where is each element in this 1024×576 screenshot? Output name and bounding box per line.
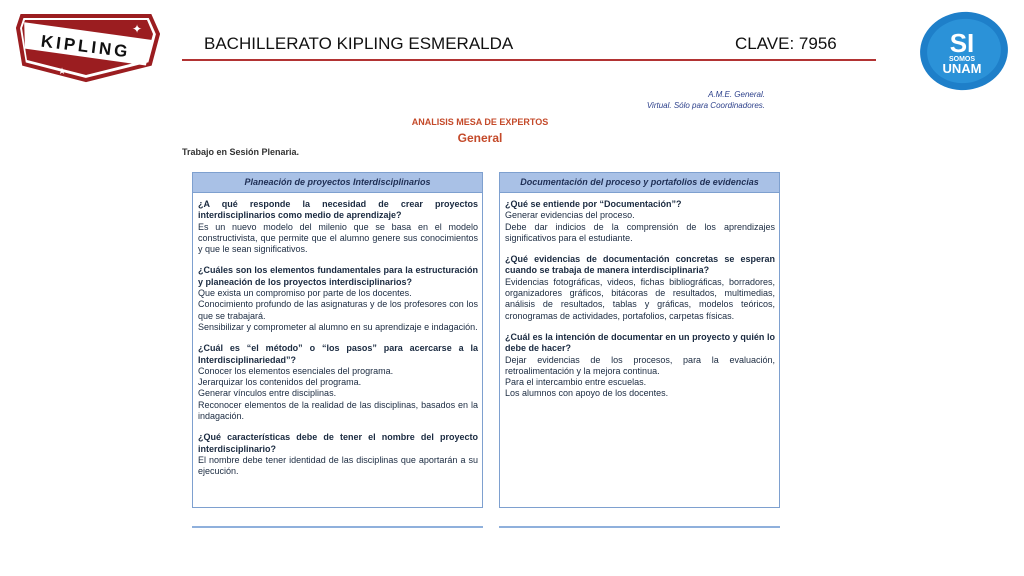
kipling-logo xyxy=(12,12,160,84)
document-title: ANALISIS MESA DE EXPERTOS xyxy=(411,117,549,127)
planning-column-header: Planeación de proyectos Interdisciplinarios xyxy=(193,173,482,193)
session-label: Trabajo en Sesión Plenaria. xyxy=(182,147,300,157)
answer-line: Es un nuevo modelo del milenio que se basa en el modelo constructivista, que permite que el alumno genere sus conocimientos y que le sean significativos. xyxy=(198,221,478,255)
question: ¿Qué evidencias de documentación concretas se esperan cuando se trabaja de manera interdisciplinaria? xyxy=(505,254,775,276)
question: ¿Cuál es “el método” o “los pasos” para acercarse a la Interdisciplinariedad”? xyxy=(198,343,478,365)
column-bottom-rule xyxy=(499,526,780,528)
school-clave: CLAVE: 7956 xyxy=(735,34,837,53)
star-icon: ✦ xyxy=(132,22,143,36)
answer-line: Debe dar indicios de la comprensión de los aprendizajes significativos para el estudiante. xyxy=(505,221,775,243)
qa-item xyxy=(198,265,478,333)
somos-logo-text: SOMOS xyxy=(948,56,976,63)
answer-line: Jerarquizar los contenidos del programa. xyxy=(198,377,362,388)
answer-line: Conocimiento profundo de las asignaturas y de los profesores con los que se trabajará. xyxy=(198,299,478,321)
document-note-line1: A.M.E. General. xyxy=(708,90,765,99)
qa-item xyxy=(505,332,775,400)
header-divider xyxy=(182,59,876,61)
document-note-line2: Virtual. Sólo para Coordinadores. xyxy=(646,101,765,110)
qa-item xyxy=(198,432,478,477)
star-icon: ★ xyxy=(58,66,67,76)
documentation-column-body xyxy=(500,193,779,400)
unam-logo-text: UNAM xyxy=(942,61,982,76)
qa-item xyxy=(198,343,478,422)
documentation-column xyxy=(499,172,780,508)
answer-line: Los alumnos con apoyo de los docentes. xyxy=(505,388,669,399)
planning-column-body xyxy=(193,193,482,478)
document-note xyxy=(600,89,765,111)
documentation-column-header: Documentación del proceso y portafolios de evidencias xyxy=(500,173,779,193)
answer-line: Reconocer elementos de la realidad de las disciplinas, basados en la indagación. xyxy=(198,399,478,422)
document-subtitle: General xyxy=(457,131,503,145)
qa-item xyxy=(505,254,775,322)
question: ¿Cuáles son los elementos fundamentales para la estructuración y planeación de los proyectos interdisciplinarios? xyxy=(198,265,478,287)
kipling-logo-text: KIPLING xyxy=(39,31,132,62)
answer-line: Conocer los elementos esenciales del programa. xyxy=(198,365,394,376)
question: ¿Qué características debe de tener el nombre del proyecto interdisciplinario? xyxy=(198,432,478,454)
question: ¿Cuál es la intención de documentar en un proyecto y quién lo debe de hacer? xyxy=(505,331,775,354)
si-logo-text: SI xyxy=(949,28,975,58)
qa-item xyxy=(198,199,478,255)
answer-line: Que exista un compromiso por parte de los docentes. xyxy=(198,288,412,299)
answer-line: Evidencias fotográficas, videos, fichas bibliográficas, borradores, organizadores gráficos, bitácoras de resultados, multimedias, análisis de resultados, tablas y gráficas, modelos teóricos, cronogramas de actividades, portafolios, carpetas físicas. xyxy=(505,276,775,321)
answer-line: Generar vínculos entre disciplinas. xyxy=(198,388,337,399)
question: ¿A qué responde la necesidad de crear proyectos interdisciplinarios como medio de aprendizaje? xyxy=(198,199,478,221)
answer-line: Generar evidencias del proceso. xyxy=(505,210,635,221)
planning-column xyxy=(192,172,483,508)
qa-item xyxy=(505,199,775,244)
question: ¿Qué se entiende por “Documentación”? xyxy=(505,199,682,209)
answer-line: Para el intercambio entre escuelas. xyxy=(505,377,647,388)
column-bottom-rule xyxy=(192,526,483,528)
si-somos-unam-logo xyxy=(918,10,1010,92)
answer-line: Sensibilizar y comprometer al alumno en su aprendizaje e indagación. xyxy=(198,321,478,332)
school-title: BACHILLERATO KIPLING ESMERALDA xyxy=(204,34,514,53)
answer-line: El nombre debe tener identidad de las disciplinas que aportarán a su ejecución. xyxy=(198,454,478,477)
answer-line: Dejar evidencias de los procesos, para la evaluación, retroalimentación y la mejora continua. xyxy=(505,354,775,376)
